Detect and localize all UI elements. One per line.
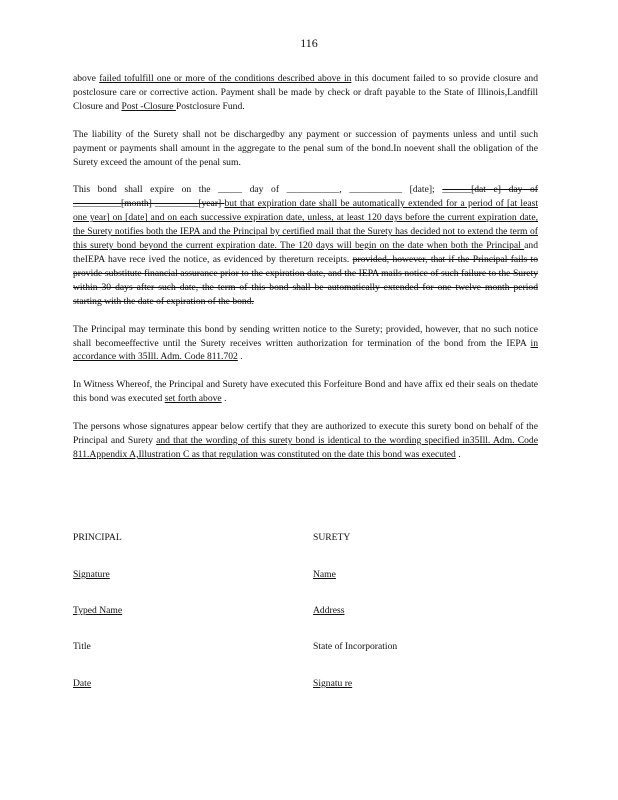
text-run: . [221,393,227,405]
text-run: above [73,73,100,84]
principal-heading: PRINCIPAL [73,532,122,543]
surety-signature-field: Signatu re [313,678,353,689]
text-run: Postclosure Fund. [175,100,245,112]
page-number: 116 [300,36,318,50]
inserted-text: set forth above [164,393,222,405]
paragraph-certification [73,420,538,462]
text-run: and theIEPA have rece ived the notice, as evidenced by thereturn receipts. [73,240,538,265]
inserted-text: and that the wording of this surety bond is identical to the wording specified in35Ill. Adm. Code 811.Appendix A,Illustration C as that regulation was constituted on the date this bond was executed [73,435,538,460]
text-run: . [237,351,243,363]
text-run: The Principal may terminate this bond by sending written notice to the Surety; provided, however, that no such notice shall becomeeffective until the Surety receives written authorization for termination of the bond from the IEPA [73,323,538,349]
paragraph-liability [73,128,538,170]
inserted-text: but that expiration date shall be automatically extended for a period of [at least one year] on [date] and on each successive expiration date, unless, at least 120 days before the current expiration date, the Surety notifies both the IEPA and the Principal by certified mail that the Surety has decided not to extend the term of this surety bond beyond the current expiration date. The 120 days will begin on the date when both the Principal [73,198,538,252]
paragraph-payment [73,72,538,114]
struck-text: failed tofulfill one or more of the conditions described above in [99,73,352,84]
title-field: Title [73,641,91,652]
text-run: this document failed to so provide closure and postclosure care or corrective action. Payment shall be made by check or draft payable to the State of Illinois,Landfill Closure and [73,73,538,112]
typed-name-field: Typed Name [73,605,123,616]
date-field: Date [73,678,92,689]
paragraph-witness [73,378,538,406]
text-run: The liability of the Surety shall not be dischargedby any payment or succession of payments unless and until such payment or payments shall amount in the aggregate to the penal sum of the bond.In noevent shall the obligation of the Surety exceed the amount of the penal sum. [73,128,538,168]
paragraph-termination [73,323,538,365]
address-field: Address [313,605,345,616]
text-run: In Witness Whereof, the Principal and Surety have executed this Forfeiture Bond and have affix ed their seals on thedate this bond was executed [73,379,538,405]
name-field: Name [313,569,336,580]
struck-text: provided, however, that if the Principal fails to provide substitute financial assurance prior to the expiration date, and the IEPA mails notice of such failure to the Surety within 30 days after such date, the term of this bond shall be automatically extended for one twelve month period starting with the date of expiration of the bond. [73,253,539,307]
struck-text: ______[dat e] day of __________[month] _________[year] [73,184,538,210]
text-run: This bond shall expire on the _____ day of ___________, ___________ [date]; [73,184,443,196]
document-body [73,72,538,476]
surety-heading: SURETY [313,532,351,543]
state-of-incorporation-field: State of Incorporation [313,641,398,652]
text-run: The persons whose signatures appear below certify that they are authorized to execute this surety bond on behalf of the Principal and Surety [73,421,538,447]
inserted-text: Post -Closure [121,100,176,112]
text-run: . [455,448,461,460]
paragraph-expiration [73,183,538,308]
signature-field: Signature [73,569,110,580]
inserted-text: in accordance with 35Ill. Adm. Code 811.702 [73,337,538,363]
